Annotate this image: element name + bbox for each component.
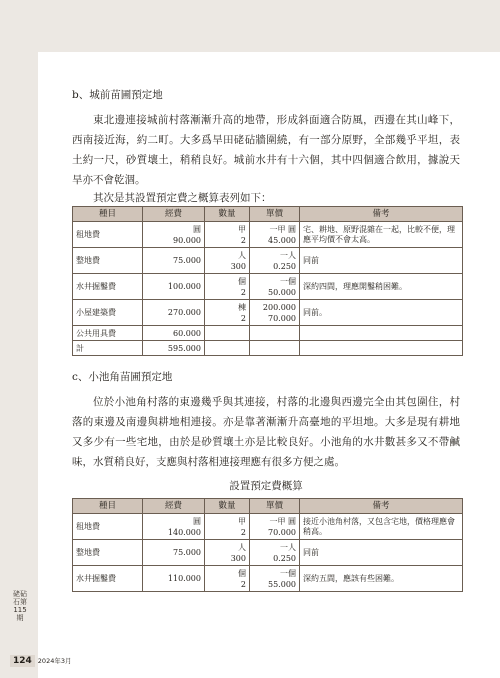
row-item: 公共用具費	[73, 326, 143, 341]
row-qty: 個 2	[205, 274, 250, 300]
section-b-heading: b、城前苗圃預定地	[72, 89, 163, 101]
row-price: 一個 50.000	[250, 274, 300, 300]
table-row	[73, 222, 463, 248]
section-b-table-caption: 其次是其設置預定費之概算表列如下：	[93, 192, 272, 204]
header-qty: 數量	[205, 499, 250, 514]
header-item: 種目	[73, 499, 143, 514]
row-item: 租地費	[73, 514, 143, 540]
row-price: 200.000 70.000	[250, 300, 300, 326]
page-number: 124	[10, 655, 35, 667]
row-note: 同前	[300, 540, 463, 566]
row-qty: 人 300	[205, 248, 250, 274]
row-qty: 甲 2	[205, 514, 250, 540]
row-note: 接近小池角村落，又包含宅地，價格理應會稍高。	[300, 514, 463, 540]
row-cost: 75.000	[143, 248, 205, 274]
page-footer	[10, 648, 71, 667]
table-row	[73, 514, 463, 540]
header-qty: 數量	[205, 207, 250, 222]
row-item: 計	[73, 341, 143, 356]
row-cost: 圓 90.000	[143, 222, 205, 248]
left-margin-band	[0, 52, 38, 678]
page-content	[72, 88, 460, 592]
row-note: 同前。	[300, 300, 463, 326]
row-price	[250, 326, 300, 341]
table-header-row	[73, 499, 463, 514]
header-price: 單價	[250, 207, 300, 222]
row-item: 水井掘鑿費	[73, 274, 143, 300]
section-c-table-caption: 設置預定費概算	[229, 480, 303, 492]
row-item: 小屋建築費	[73, 300, 143, 326]
row-price: 一人 0.250	[250, 248, 300, 274]
table-row	[73, 300, 463, 326]
table-row	[73, 326, 463, 341]
row-note: 深約五間，應該有些困難。	[300, 566, 463, 592]
row-item: 整地費	[73, 540, 143, 566]
table-row	[73, 248, 463, 274]
header-cost: 經費	[143, 207, 205, 222]
budget-table-c	[72, 498, 463, 592]
row-cost: 60.000	[143, 326, 205, 341]
row-cost: 圓 140.000	[143, 514, 205, 540]
header-cost: 經費	[143, 499, 205, 514]
header-note: 備考	[300, 207, 463, 222]
row-qty: 人 300	[205, 540, 250, 566]
top-band	[0, 0, 500, 52]
row-qty: 個 2	[205, 566, 250, 592]
row-cost: 75.000	[143, 540, 205, 566]
row-item: 水井掘鑿費	[73, 566, 143, 592]
row-cost: 100.000	[143, 274, 205, 300]
table-row	[73, 540, 463, 566]
header-item: 種目	[73, 207, 143, 222]
row-price: 一人 0.250	[250, 540, 300, 566]
table-row	[73, 274, 463, 300]
row-note	[300, 326, 463, 341]
table-row-total	[73, 341, 463, 356]
section-c-heading: c、小池角苗圃預定地	[72, 371, 173, 383]
header-note: 備考	[300, 499, 463, 514]
row-cost: 595.000	[143, 341, 205, 356]
row-qty: 棟 2	[205, 300, 250, 326]
row-qty: 甲 2	[205, 222, 250, 248]
row-note: 深約四間，理應開鑿稍困難。	[300, 274, 463, 300]
row-qty	[205, 341, 250, 356]
row-price: 一個 55.000	[250, 566, 300, 592]
row-price: 一甲 圓 70.000	[250, 514, 300, 540]
row-item: 租地費	[73, 222, 143, 248]
row-note	[300, 341, 463, 356]
row-price: 一甲 圓 45.000	[250, 222, 300, 248]
journal-sidebar-label: 硓砧石第115期	[13, 590, 27, 622]
issue-date: 2024年3月	[37, 657, 72, 665]
row-item: 整地費	[73, 248, 143, 274]
header-price: 單價	[250, 499, 300, 514]
row-note: 宅、耕地、原野混雜在一起，比較不便，理應平均價不會太高。	[300, 222, 463, 248]
row-price	[250, 341, 300, 356]
section-b-paragraph: 東北邊連接城前村落漸漸升高的地帶，形成斜面適合防風，西邊在其山峰下，西南接近海，約二町。大多爲旱田硓砧牆圍繞，有一部分原野，全部幾乎平坦，表土約一尺，砂質壤土，稍稍良好。城前水井有十六個，其中四個適合飲用，據說天旱亦不會乾涸。	[72, 114, 460, 186]
table-row	[73, 566, 463, 592]
row-cost: 270.000	[143, 300, 205, 326]
section-c-paragraph: 位於小池角村落的東邊幾乎與其連接，村落的北邊與西邊完全由其包圍住，村落的東邊及南邊與耕地相連接。亦是靠著漸漸升高臺地的平坦地。大多是現有耕地又多少有一些宅地，由於是砂質壤土亦是比較良好。小池角的水井數甚多又不帶鹹味，水質稍良好，支應與村落相連接理應有很多方便之處。	[72, 396, 460, 468]
table-header-row	[73, 207, 463, 222]
row-note: 同前	[300, 248, 463, 274]
row-qty	[205, 326, 250, 341]
row-cost: 110.000	[143, 566, 205, 592]
budget-table-b	[72, 206, 463, 356]
